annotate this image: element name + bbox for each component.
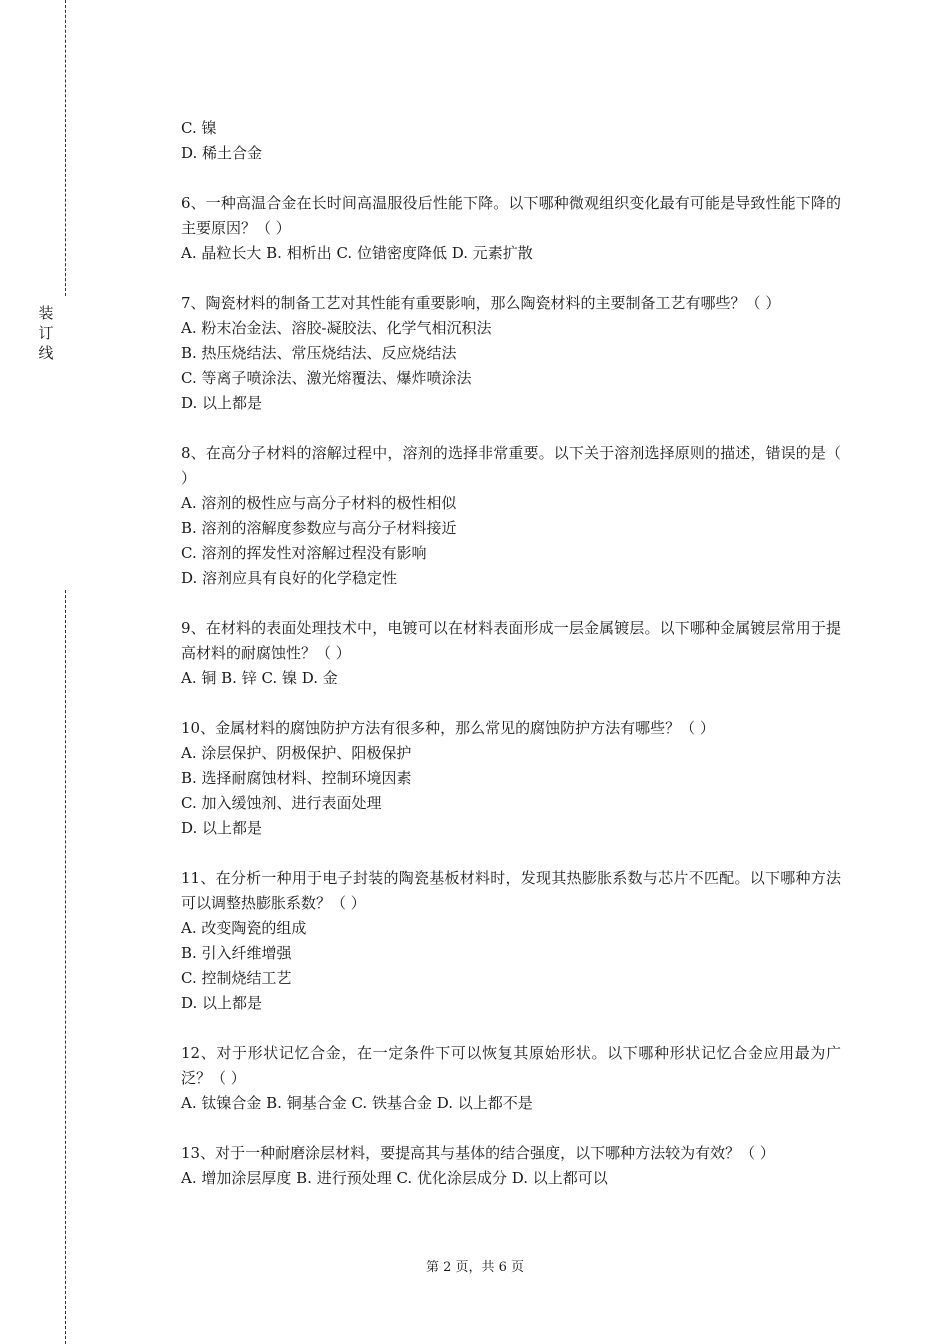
question-7 [181,291,841,416]
option: D. 稀土合金 [181,144,263,162]
question-8 [181,441,841,591]
option: A. 溶剂的极性应与高分子材料的极性相似 [181,494,457,512]
binding-char: 订 [38,324,54,342]
question-content [181,116,841,1191]
binding-dashed-line-bottom [65,590,66,1344]
option: B. 溶剂的溶解度参数应与高分子材料接近 [181,519,457,537]
option: C. 控制烧结工艺 [181,969,292,987]
option: A. 铜 B. 锌 C. 镍 D. 金 [181,669,338,687]
option: B. 选择耐腐蚀材料、控制环境因素 [181,769,412,787]
binding-dashed-line-top [65,0,66,296]
binding-char: 线 [38,344,54,362]
option: A. 粉末冶金法、溶胶-凝胶法、化学气相沉积法 [181,319,492,337]
option: A. 钛镍合金 B. 铜基合金 C. 铁基合金 D. 以上都不是 [181,1094,533,1112]
option: D. 溶剂应具有良好的化学稳定性 [181,569,398,587]
option: C. 等离子喷涂法、激光熔覆法、爆炸喷涂法 [181,369,472,387]
question-13 [181,1141,841,1191]
binding-label [36,303,56,363]
question-stem: 12、对于形状记忆合金，在一定条件下可以恢复其原始形状。以下哪种形状记忆合金应用最为广泛？（ ） [181,1044,841,1087]
option: D. 以上都是 [181,819,263,837]
question-stem: 13、对于一种耐磨涂层材料，要提高其与基体的结合强度，以下哪种方法较为有效？（ ） [181,1144,775,1162]
question-stem: 11、在分析一种用于电子封装的陶瓷基板材料时，发现其热膨胀系数与芯片不匹配。以下哪种方法可以调整热膨胀系数？（ ） [181,869,841,912]
option: C. 溶剂的挥发性对溶解过程没有影响 [181,544,427,562]
binding-char: 装 [38,304,54,322]
question-11 [181,866,841,1016]
option: A. 改变陶瓷的组成 [181,919,307,937]
question-stem: 7、陶瓷材料的制备工艺对其性能有重要影响，那么陶瓷材料的主要制备工艺有哪些？（ ） [181,294,781,312]
option: C. 镍 [181,119,217,137]
option: B. 引入纤维增强 [181,944,292,962]
option: C. 加入缓蚀剂、进行表面处理 [181,794,382,812]
question-10 [181,716,841,841]
option: A. 涂层保护、阴极保护、阳极保护 [181,744,412,762]
question-stem: 9、在材料的表面处理技术中，电镀可以在材料表面形成一层金属镀层。以下哪种金属镀层常用于提高材料的耐腐蚀性？（ ） [181,619,841,662]
option: B. 热压烧结法、常压烧结法、反应烧结法 [181,344,457,362]
page-footer: 第 2 页，共 6 页 [425,1260,525,1275]
question-stem: 10、金属材料的腐蚀防护方法有很多种，那么常见的腐蚀防护方法有哪些？（ ） [181,719,715,737]
continued-options [181,116,841,166]
option: A. 增加涂层厚度 B. 进行预处理 C. 优化涂层成分 D. 以上都可以 [181,1169,608,1187]
option: A. 晶粒长大 B. 相析出 C. 位错密度降低 D. 元素扩散 [181,244,533,262]
question-stem: 8、在高分子材料的溶解过程中，溶剂的选择非常重要。以下关于溶剂选择原则的描述，错误的是（ ） [181,444,841,487]
question-12 [181,1041,841,1116]
question-stem: 6、一种高温合金在长时间高温服役后性能下降。以下哪种微观组织变化最有可能是导致性能下降的主要原因？（ ） [181,194,841,237]
option: D. 以上都是 [181,394,263,412]
question-9 [181,616,841,691]
question-6 [181,191,841,266]
option: D. 以上都是 [181,994,263,1012]
